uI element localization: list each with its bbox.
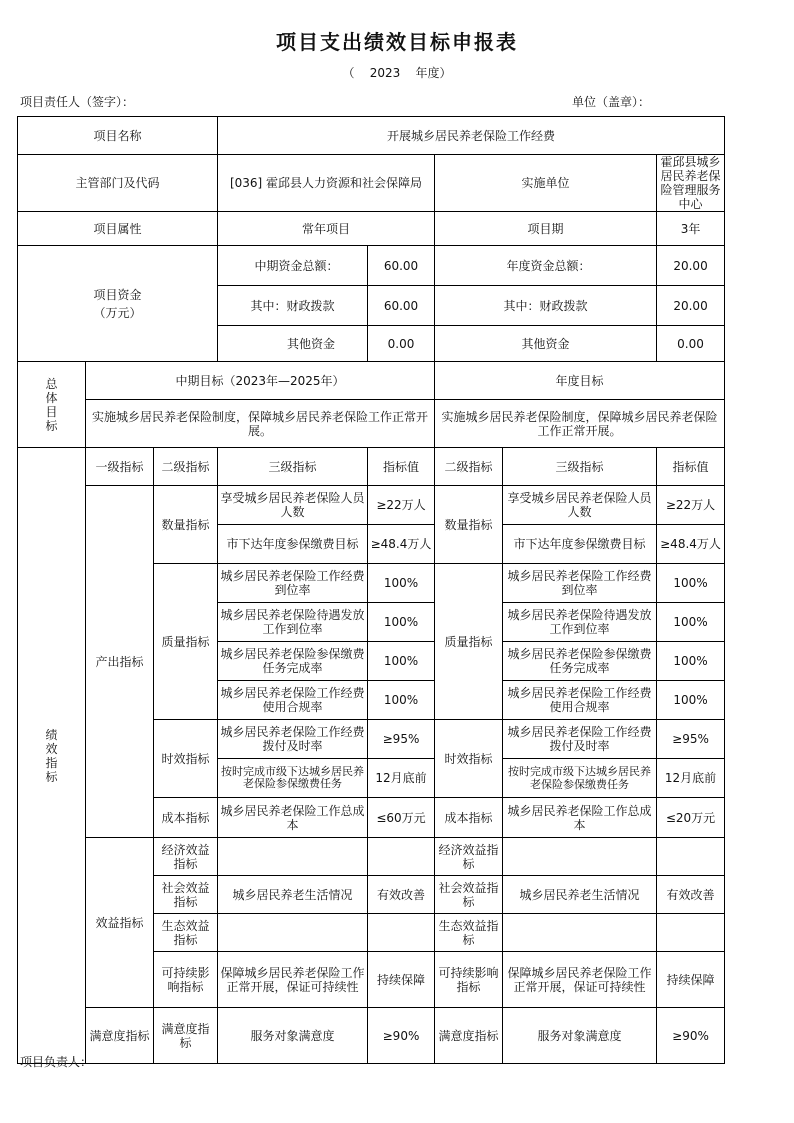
- indicator-value: 100%: [368, 564, 435, 603]
- annual-indicator-value: 12月底前: [657, 759, 725, 798]
- annual-indicator-value: 100%: [657, 603, 725, 642]
- mid-term-other-label: 其他资金: [218, 326, 368, 362]
- satisfaction-indicator-label: 满意度指标: [154, 1008, 218, 1064]
- annual-indicator-value: 持续保障: [657, 952, 725, 1008]
- indicator-text: 按时完成市级下达城乡居民养老保险参保缴费任务: [218, 759, 368, 798]
- indicator-text: 市下达年度参保缴费目标: [218, 525, 368, 564]
- indicator-value: 有效改善: [368, 876, 435, 914]
- unit-stamp-label: 单位（盖章）：: [572, 95, 651, 109]
- annual-indicator-text: [503, 914, 657, 952]
- indicator-value: ≥95%: [368, 720, 435, 759]
- annual-indicator-text: 城乡居民养老保险参保缴费任务完成率: [503, 642, 657, 681]
- annual-other-label: 其他资金: [435, 326, 657, 362]
- value-header: 指标值: [368, 448, 435, 486]
- indicator-header-row: [18, 448, 725, 486]
- table-row: [18, 1008, 725, 1064]
- annual-indicator-value: 有效改善: [657, 876, 725, 914]
- benefit-indicator-label: 效益指标: [86, 838, 154, 1008]
- annual-value-header: 指标值: [657, 448, 725, 486]
- mid-term-fiscal-label: 其中：财政拨款: [218, 286, 368, 326]
- level3-header: 三级指标: [218, 448, 368, 486]
- annual-indicator-text: 城乡居民养老保险工作总成本: [503, 798, 657, 838]
- annual-indicator-text: 城乡居民养老生活情况: [503, 876, 657, 914]
- annual-indicator-text: 城乡居民养老保险工作经费拨付及时率: [503, 720, 657, 759]
- indicator-value: 100%: [368, 642, 435, 681]
- project-period-label: 项目期: [435, 212, 657, 246]
- mid-term-total-value: 60.00: [368, 246, 435, 286]
- project-attribute-label: 项目属性: [18, 212, 218, 246]
- annual-satisfaction-indicator-label: 满意度指标: [435, 1008, 503, 1064]
- annual-indicator-text: 市下达年度参保缴费目标: [503, 525, 657, 564]
- benefit-sub-label: 生态效益指标: [154, 914, 218, 952]
- indicator-value: [368, 838, 435, 876]
- annual-benefit-sub-label: 可持续影响指标: [435, 952, 503, 1008]
- annual-benefit-sub-label: 生态效益指标: [435, 914, 503, 952]
- indicator-text: 城乡居民养老保险工作经费使用合规率: [218, 681, 368, 720]
- indicator-text: 城乡居民养老保险参保缴费任务完成率: [218, 642, 368, 681]
- indicator-text: 城乡居民养老保险待遇发放工作到位率: [218, 603, 368, 642]
- project-fund-label: 项目资金 （万元）: [18, 246, 218, 362]
- goal-header-row: [18, 362, 725, 400]
- indicator-text: 城乡居民养老保险工作经费到位率: [218, 564, 368, 603]
- mid-term-fiscal-value: 60.00: [368, 286, 435, 326]
- year-line: （ 2023 年度）: [342, 66, 452, 80]
- annual-indicator-text: 城乡居民养老保险待遇发放工作到位率: [503, 603, 657, 642]
- mid-term-other-value: 0.00: [368, 326, 435, 362]
- timeliness-indicator-label: 时效指标: [154, 720, 218, 798]
- indicator-text: [218, 914, 368, 952]
- indicator-text: 城乡居民养老生活情况: [218, 876, 368, 914]
- responsible-signature-label: 项目责任人（签字）：: [20, 95, 135, 109]
- indicator-value: ≤60万元: [368, 798, 435, 838]
- annual-benefit-sub-label: 社会效益指标: [435, 876, 503, 914]
- annual-fiscal-value: 20.00: [657, 286, 725, 326]
- annual-indicator-value: ≥90%: [657, 1008, 725, 1064]
- attribute-row: [18, 212, 725, 246]
- level2-header: 二级指标: [154, 448, 218, 486]
- annual-indicator-text: 享受城乡居民养老保险人员人数: [503, 486, 657, 525]
- indicator-value: ≥22万人: [368, 486, 435, 525]
- project-name-row: [18, 117, 725, 155]
- indicator-value: ≥90%: [368, 1008, 435, 1064]
- annual-timeliness-indicator-label: 时效指标: [435, 720, 503, 798]
- annual-quantity-indicator-label: 数量指标: [435, 486, 503, 564]
- annual-indicator-text: 城乡居民养老保险工作经费使用合规率: [503, 681, 657, 720]
- project-name-value: 开展城乡居民养老保险工作经费: [218, 117, 725, 155]
- indicator-text: 城乡居民养老保险工作总成本: [218, 798, 368, 838]
- project-name-label: 项目名称: [18, 117, 218, 155]
- annual-indicator-value: ≥48.4万人: [657, 525, 725, 564]
- annual-indicator-value: ≤20万元: [657, 798, 725, 838]
- mid-term-total-label: 中期资金总额：: [218, 246, 368, 286]
- performance-indicator-label: 绩 效 指 标: [18, 448, 86, 1064]
- benefit-sub-label: 社会效益指标: [154, 876, 218, 914]
- annual-indicator-value: ≥95%: [657, 720, 725, 759]
- quantity-indicator-label: 数量指标: [154, 486, 218, 564]
- indicator-value: 持续保障: [368, 952, 435, 1008]
- indicator-value: [368, 914, 435, 952]
- annual-indicator-value: [657, 914, 725, 952]
- indicator-value: 12月底前: [368, 759, 435, 798]
- goal-text-row: [18, 400, 725, 448]
- benefit-sub-label: 经济效益指标: [154, 838, 218, 876]
- table-row: [18, 838, 725, 876]
- overall-goal-label: 总 体 目 标: [18, 362, 86, 448]
- project-period-value: 3年: [657, 212, 725, 246]
- annual-level3-header: 三级指标: [503, 448, 657, 486]
- annual-indicator-text: 按时完成市级下达城乡居民养老保险参保缴费任务: [503, 759, 657, 798]
- cost-indicator-label: 成本指标: [154, 798, 218, 838]
- annual-cost-indicator-label: 成本指标: [435, 798, 503, 838]
- indicator-text: [218, 838, 368, 876]
- annual-indicator-value: 100%: [657, 564, 725, 603]
- annual-benefit-sub-label: 经济效益指标: [435, 838, 503, 876]
- annual-total-value: 20.00: [657, 246, 725, 286]
- indicator-value: 100%: [368, 603, 435, 642]
- benefit-sub-label: 可持续影响指标: [154, 952, 218, 1008]
- indicator-text: 保障城乡居民养老保险工作正常开展，保证可持续性: [218, 952, 368, 1008]
- department-row: [18, 155, 725, 212]
- department-value: [036] 霍邱县人力资源和社会保障局: [218, 155, 435, 212]
- annual-other-value: 0.00: [657, 326, 725, 362]
- level1-header: 一级指标: [86, 448, 154, 486]
- page-title: 项目支出绩效目标申报表: [276, 30, 518, 54]
- implementing-unit-label: 实施单位: [435, 155, 657, 212]
- annual-indicator-value: 100%: [657, 642, 725, 681]
- annual-indicator-text: 服务对象满意度: [503, 1008, 657, 1064]
- annual-indicator-value: [657, 838, 725, 876]
- mid-term-goal-text: 实施城乡居民养老保险制度，保障城乡居民养老保险工作正常开展。: [86, 400, 435, 448]
- annual-total-label: 年度资金总额：: [435, 246, 657, 286]
- annual-indicator-value: ≥22万人: [657, 486, 725, 525]
- mid-term-goal-header: 中期目标（2023年—2025年）: [86, 362, 435, 400]
- fund-total-row: [18, 246, 725, 286]
- project-attribute-value: 常年项目: [218, 212, 435, 246]
- output-indicator-label: 产出指标: [86, 486, 154, 838]
- annual-quality-indicator-label: 质量指标: [435, 564, 503, 720]
- quality-indicator-label: 质量指标: [154, 564, 218, 720]
- implementing-unit-value: 霍邱县城乡居民养老保险管理服务中心: [657, 155, 725, 212]
- annual-goal-header: 年度目标: [435, 362, 725, 400]
- project-leader-label: 项目负责人：: [20, 1055, 93, 1069]
- annual-indicator-text: [503, 838, 657, 876]
- annual-level2-header: 二级指标: [435, 448, 503, 486]
- indicator-text: 服务对象满意度: [218, 1008, 368, 1064]
- indicator-text: 享受城乡居民养老保险人员人数: [218, 486, 368, 525]
- annual-fiscal-label: 其中：财政拨款: [435, 286, 657, 326]
- table-row: [18, 486, 725, 525]
- indicator-value: ≥48.4万人: [368, 525, 435, 564]
- annual-indicator-text: 保障城乡居民养老保险工作正常开展，保证可持续性: [503, 952, 657, 1008]
- indicator-text: 城乡居民养老保险工作经费拨付及时率: [218, 720, 368, 759]
- annual-indicator-text: 城乡居民养老保险工作经费到位率: [503, 564, 657, 603]
- performance-target-table: [17, 116, 725, 1064]
- department-label: 主管部门及代码: [18, 155, 218, 212]
- indicator-value: 100%: [368, 681, 435, 720]
- annual-goal-text: 实施城乡居民养老保险制度，保障城乡居民养老保险工作正常开展。: [435, 400, 725, 448]
- satisfaction-level1-label: 满意度指标: [86, 1008, 154, 1064]
- annual-indicator-value: 100%: [657, 681, 725, 720]
